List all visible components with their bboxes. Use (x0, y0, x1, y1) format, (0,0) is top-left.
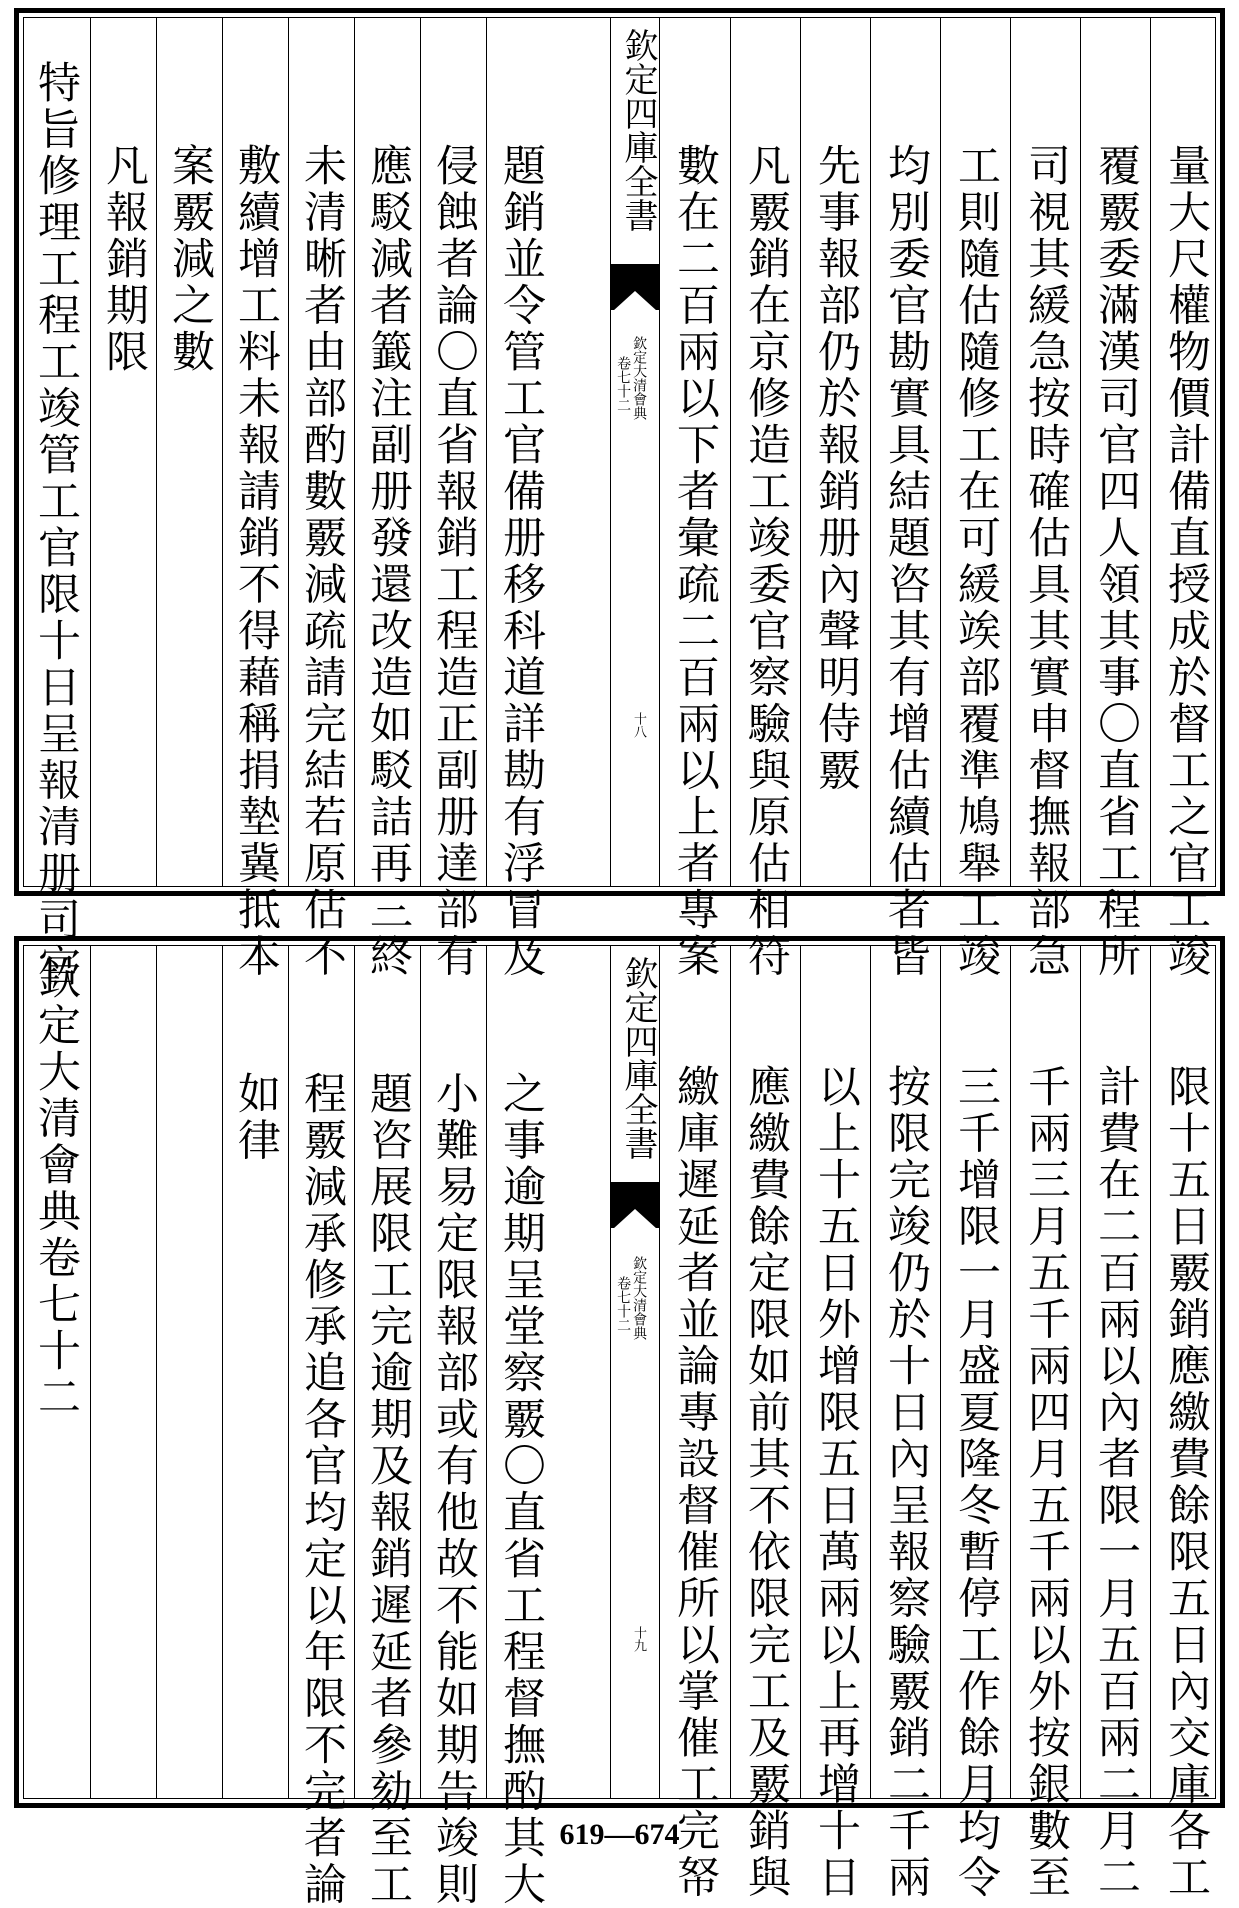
bottom-left-half (24, 946, 554, 1908)
column-text: 覆覈委滿漢司官四人領其事〇直省工程所 (1091, 143, 1141, 980)
text-column (24, 946, 90, 1798)
text-column (288, 946, 354, 1908)
text-column (1010, 946, 1080, 1901)
text-column (486, 18, 554, 980)
fishtail-mark (611, 1182, 659, 1228)
text-column (156, 946, 222, 1798)
folio-number: 十八 (631, 712, 646, 738)
top-center-column (610, 18, 660, 886)
top-right-half (660, 18, 1215, 980)
column-text: 敷續增工料未報請銷不得藉稱捐墊冀抵本 (231, 143, 281, 980)
text-column (1080, 946, 1150, 1901)
column-text: 之事逾期呈堂察覈〇直省工程督撫酌其大 (496, 1071, 546, 1908)
text-column (486, 946, 554, 1908)
column-text: 司視其緩急按時確估具其實申督撫報部急 (1021, 143, 1071, 980)
column-text: 小難易定限報部或有他故不能如期告竣則 (429, 1071, 479, 1908)
column-text: 題咨展限工完逾期及報銷遲延者參劾至工 (363, 1071, 413, 1908)
text-column (940, 946, 1010, 1901)
column-text: 應駁減者籖注副册發還改造如駁詰再三終 (363, 143, 413, 980)
text-column (222, 18, 288, 980)
column-text: 凡報銷期限 (99, 143, 149, 376)
text-column (1010, 18, 1080, 980)
fishtail-mark (611, 264, 659, 310)
column-text: 工則隨估隨修工在可緩竢部覆準鳩舉工竣 (951, 143, 1001, 980)
column-text: 均別委官勘實具結題咨其有增估續估者皆 (881, 143, 931, 980)
sub-title-volume: 卷七十二 (615, 356, 632, 412)
folio-number: 十九 (631, 1626, 646, 1652)
text-column (1150, 18, 1220, 980)
text-column (1150, 946, 1220, 1901)
bottom-center-column (610, 946, 660, 1798)
column-text: 未清晰者由部酌數覈減疏請完結若原估不 (297, 143, 347, 980)
text-column (90, 18, 156, 886)
column-text: 繳庫遲延者並論專設督催所以掌催工完帑 (670, 1064, 720, 1901)
text-column (730, 946, 800, 1901)
text-column (660, 946, 730, 1901)
column-text: 題銷並令管工官備册移科道詳勘有浮冒及 (496, 143, 546, 980)
text-column (420, 18, 486, 980)
text-column (1080, 18, 1150, 980)
column-text: 量大尺權物價計備直授成於督工之官工竣 (1161, 143, 1211, 980)
text-column (870, 946, 940, 1901)
column-text: 應繳費餘定限如前其不依限完工及覈銷與 (741, 1064, 791, 1901)
text-column (660, 18, 730, 980)
text-column (354, 946, 420, 1908)
text-column (940, 18, 1010, 980)
column-text: 數在二百兩以下者彙疏二百兩以上者專案 (670, 143, 720, 980)
text-column (222, 946, 288, 1798)
text-column (24, 18, 90, 990)
column-text: 先事報部仍於報銷册內聲明侍覈 (811, 143, 861, 794)
top-page (14, 8, 1225, 990)
column-text: 限十五日覈銷應繳費餘限五日內交庫各工 (1161, 1064, 1211, 1901)
top-page-frame (23, 17, 1216, 990)
column-text: 以上十五日外增限五日萬兩以上再增十日 (811, 1064, 861, 1901)
column-text: 程覈減承修承追各官均定以年限不完者論 (297, 1071, 347, 1908)
page-number: 619—674 (559, 1818, 680, 1851)
text-column (420, 946, 486, 1908)
column-text: 按限完竣仍於十日內呈報察驗覈銷二千兩 (881, 1064, 931, 1901)
book-title: 欽定四庫全書 (618, 956, 658, 1160)
column-text: 案覈減之數 (165, 143, 215, 376)
column-text: 特旨修理工程工竣管工官限十日呈報清册司官 (31, 60, 81, 990)
text-column (156, 18, 222, 886)
column-text: 千兩三月五千兩四月五千兩以外按銀數至 (1021, 1064, 1071, 1901)
book-title: 欽定四庫全書 (618, 28, 658, 232)
text-column (354, 18, 420, 980)
text-column (800, 946, 870, 1901)
column-text: 三千增限一月盛夏隆冬暫停工作餘月均令 (951, 1064, 1001, 1901)
text-column (288, 18, 354, 980)
column-text: 侵蝕者論〇直省報銷工程造正副册達部有 (429, 143, 479, 980)
text-column (730, 18, 800, 980)
column-text: 凡覈銷在京修造工竣委官察驗與原估相符 (741, 143, 791, 980)
column-text: 計費在二百兩以內者限一月五百兩二月二 (1091, 1064, 1141, 1901)
text-column (870, 18, 940, 980)
column-text: 欽定大清會典卷七十二 (31, 956, 81, 1421)
bottom-right-half (660, 946, 1215, 1901)
column-text: 如律 (231, 1071, 281, 1164)
text-column (90, 946, 156, 1798)
sub-title-volume: 卷七十二 (615, 1276, 632, 1332)
sub-title: 欽定大清會典 (631, 1256, 648, 1340)
sub-title: 欽定大清會典 (631, 336, 648, 420)
text-column (800, 18, 870, 886)
top-left-half (24, 18, 554, 990)
